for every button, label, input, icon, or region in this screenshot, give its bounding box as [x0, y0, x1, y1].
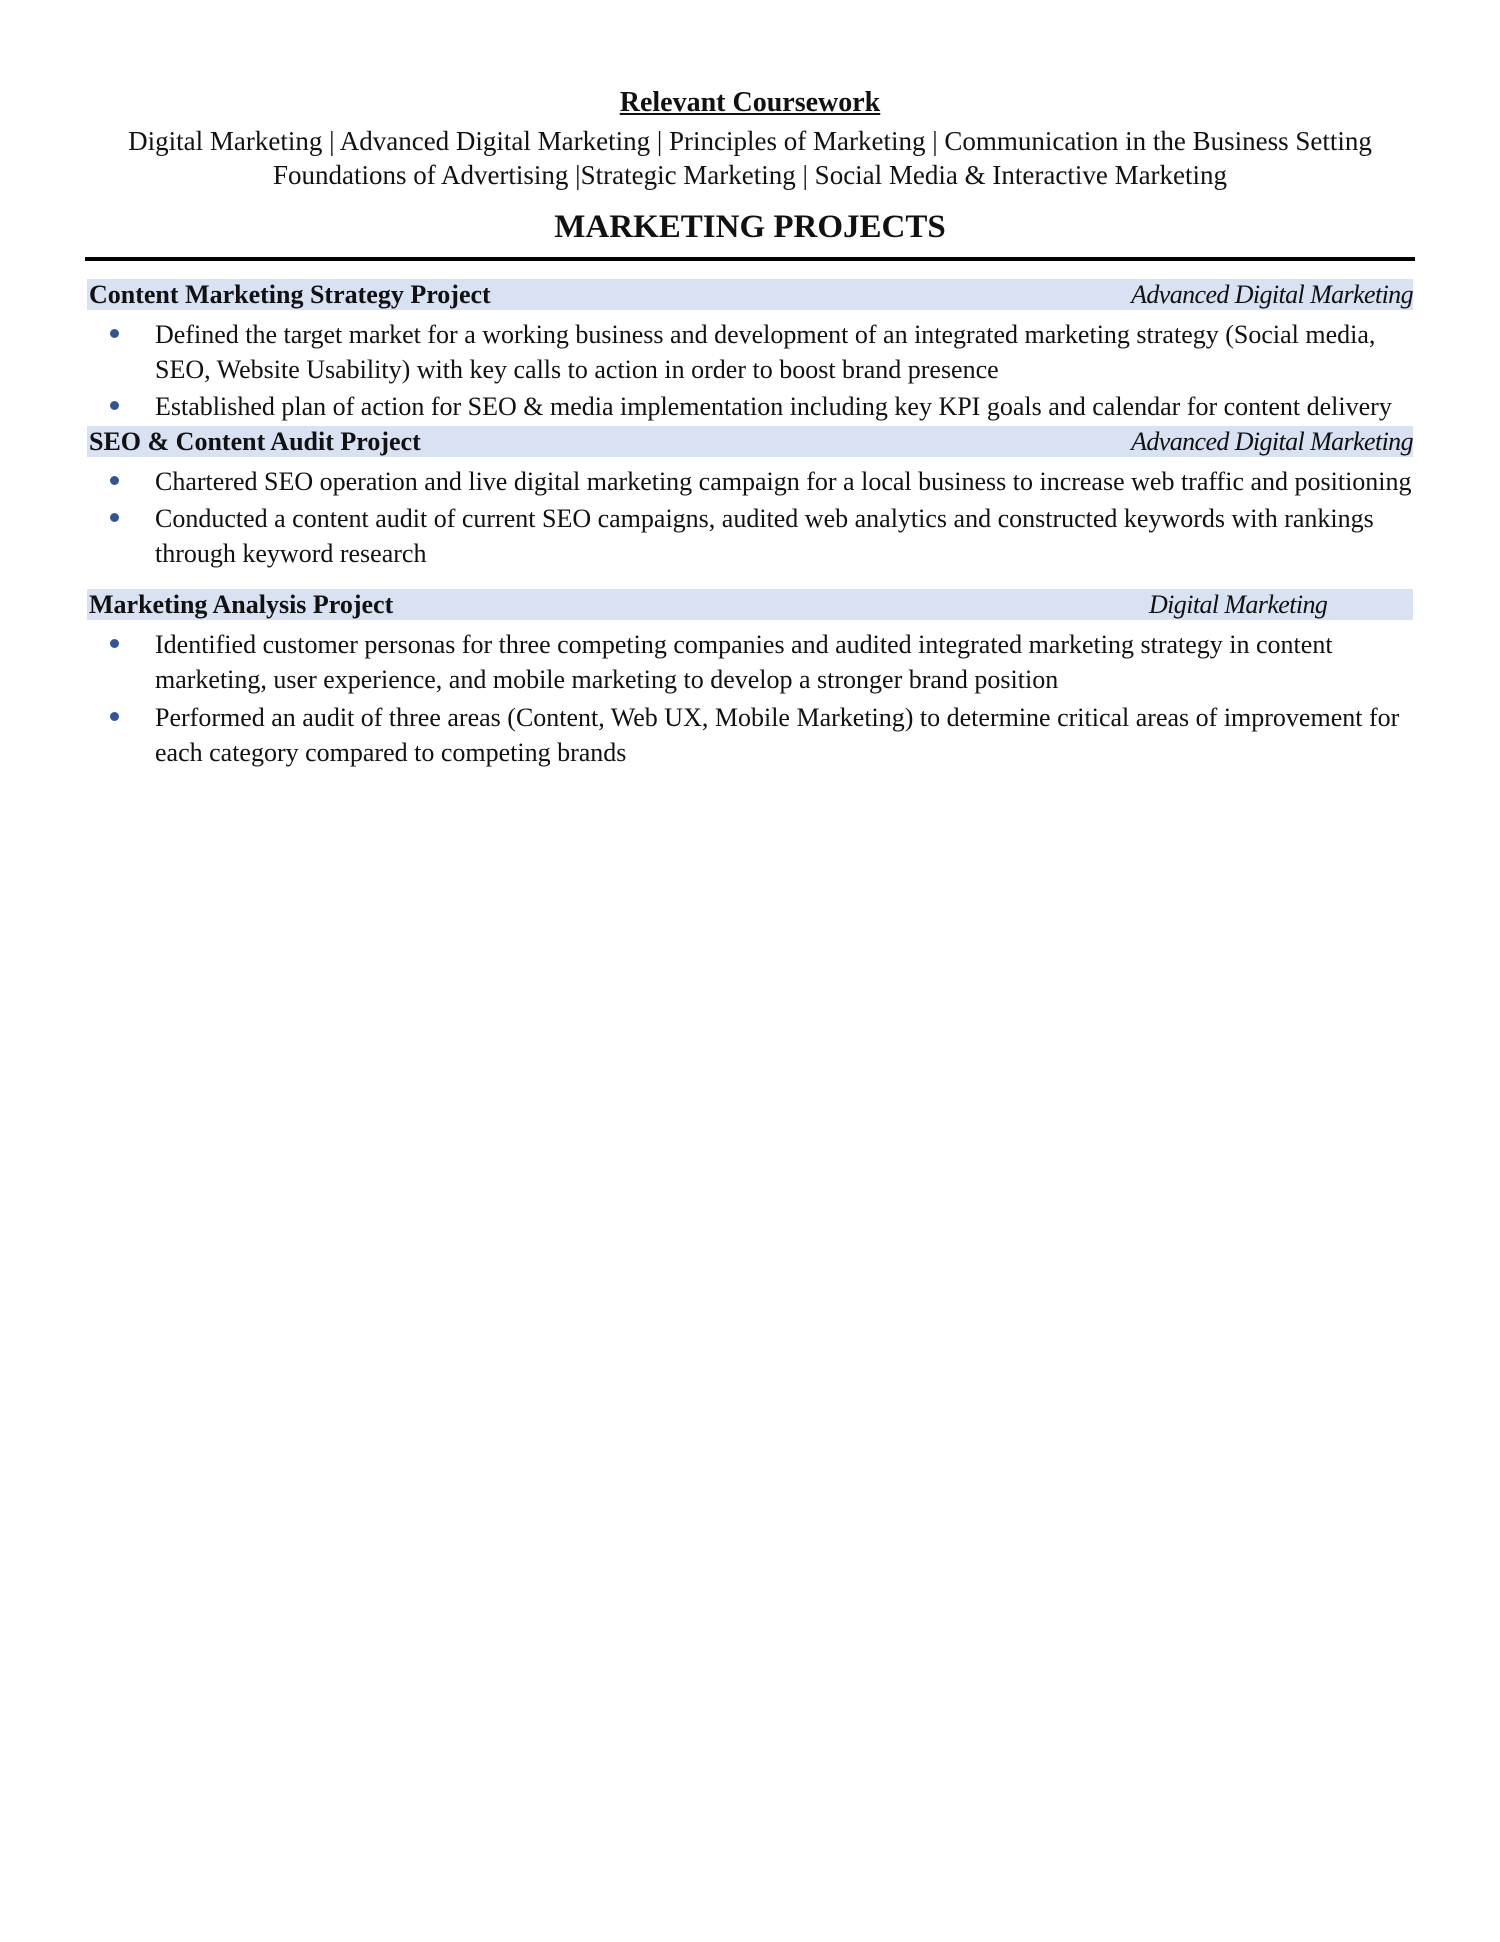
- project-title: Marketing Analysis Project: [89, 590, 394, 619]
- bullet-icon: [110, 476, 119, 485]
- project-course: Advanced Digital Marketing: [1131, 427, 1413, 456]
- section-divider: [85, 257, 1415, 261]
- bullet-text: Identified customer personas for three competing companies and audited integrated marketing strategy in content marketing, user experience, and mobile marketing to develop a stronger brand position: [155, 630, 1333, 694]
- project-header-marketing-analysis: [87, 589, 1413, 620]
- coursework-list-line-1: Digital Marketing | Advanced Digital Marketing | Principles of Marketing | Communication in the Business Setting: [128, 126, 1372, 156]
- bullet-icon: [110, 712, 119, 721]
- project-course: Digital Marketing: [1149, 590, 1328, 619]
- project-header-seo-audit: [87, 426, 1413, 457]
- coursework-list-line-2: Foundations of Advertising |Strategic Marketing | Social Media & Interactive Marketing: [272, 160, 1228, 190]
- bullet-icon: [110, 639, 119, 648]
- coursework-title: Relevant Coursework: [619, 87, 881, 118]
- bullet-text: Established plan of action for SEO & media implementation including key KPI goals and calendar for content delivery: [155, 392, 1392, 421]
- project-header-content-marketing: [87, 279, 1413, 310]
- project-title: Content Marketing Strategy Project: [89, 280, 491, 309]
- section-heading-marketing-projects: MARKETING PROJECTS: [554, 209, 946, 245]
- bullet-text: Defined the target market for a working business and development of an integrated marketing strategy (Social media, SEO, Website Usability) with key calls to action in order to boost brand presence: [155, 320, 1376, 384]
- project-course: Advanced Digital Marketing: [1131, 280, 1413, 309]
- bullet-icon: [110, 401, 119, 410]
- bullet-icon: [110, 513, 119, 522]
- bullet-text: Chartered SEO operation and live digital marketing campaign for a local business to increase web traffic and positioning: [155, 467, 1412, 496]
- bullet-text: Performed an audit of three areas (Content, Web UX, Mobile Marketing) to determine critical areas of improvement for each category compared to competing brands: [155, 703, 1400, 767]
- project-title: SEO & Content Audit Project: [89, 427, 421, 456]
- bullet-text: Conducted a content audit of current SEO campaigns, audited web analytics and constructed keywords with rankings through keyword research: [155, 504, 1374, 568]
- bullet-icon: [110, 329, 119, 338]
